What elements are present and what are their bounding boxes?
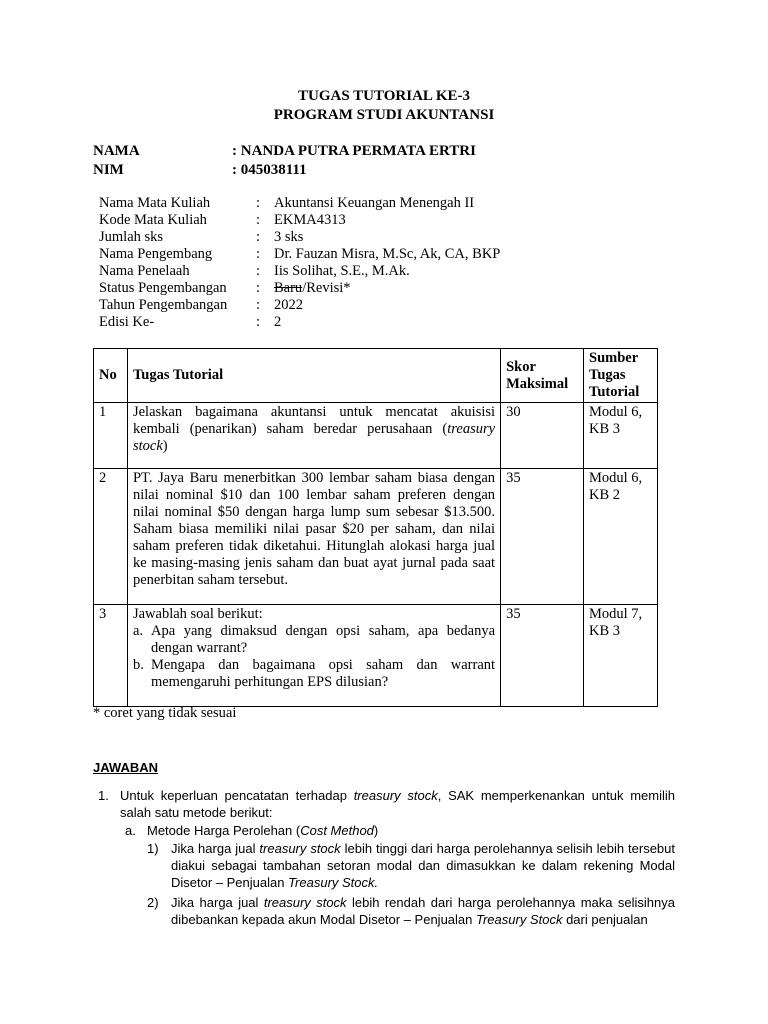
row-source: Modul 6, KB 3 <box>584 403 658 469</box>
list-item <box>132 657 496 691</box>
info-colon: : <box>256 229 261 245</box>
answer-paragraph <box>120 787 675 821</box>
status-value: /Revisi* <box>302 280 351 296</box>
answer-italic-term: Cost Method <box>300 823 374 838</box>
answer-italic-term: Treasury Stock <box>476 912 563 927</box>
info-colon: : <box>256 195 261 211</box>
info-colon: : <box>256 297 261 313</box>
info-value: 2022 <box>274 297 303 313</box>
answer-italic-term: treasury stock <box>353 788 438 803</box>
row-task <box>127 605 500 707</box>
header-task: Tugas Tutorial <box>127 349 500 403</box>
list-marker: b. <box>132 657 144 673</box>
table-row <box>94 605 658 707</box>
document-title: TUGAS TUTORIAL KE-3 <box>298 88 470 104</box>
list-marker: a. <box>132 623 144 639</box>
answer-marker: 2) <box>147 895 159 910</box>
info-label: Jumlah sks <box>99 229 164 245</box>
table-row <box>94 403 658 469</box>
row-score: 35 <box>501 469 584 605</box>
answer-text: Untuk keperluan pencatatan terhadap <box>120 788 354 803</box>
info-label: Status Pengembangan <box>99 280 227 296</box>
document-subtitle: PROGRAM STUDI AKUNTANSI <box>273 107 495 123</box>
info-colon: : <box>256 212 261 228</box>
info-label: Nama Mata Kuliah <box>99 195 211 211</box>
answer-italic-term: treasury stock <box>263 895 347 910</box>
answer-marker: 1. <box>98 788 109 803</box>
answer-text: lebih tinggi dari harga perolehannya selisih lebih tersebut diakui sebagai tambahan setoran modal dan dimasukkan ke dalam rekening Modal Disetor – Penjualan <box>171 841 675 890</box>
answer-paragraph <box>171 894 675 928</box>
answer-text: lebih rendah dari harga perolehannya maka selisihnya dibebankan kepada akun Modal Disetor – Penjualan <box>171 895 675 927</box>
task-text: ) <box>162 438 168 454</box>
info-colon: : <box>256 246 261 262</box>
nim-label: NIM <box>93 162 124 178</box>
row-score: 30 <box>501 403 584 469</box>
struck-status: Baru <box>274 280 303 296</box>
name-value: : NANDA PUTRA PERMATA ERTRI <box>232 143 476 159</box>
info-label: Nama Penelaah <box>99 263 190 279</box>
row-task: PT. Jaya Baru menerbitkan 300 lembar saham biasa dengan nilai nominal $10 dan 100 lembar saham preferen dengan nilai nominal $50 dengan harga lump sum sebesar $13.500. Saham biasa memiliki nilai pasar $20 per saham, dan nilai saham preferen tidak diketahui. Hitunglah alokasi harga jual ke masing-masing jenis saham dan buat ayat jurnal pada saat penerbitan saham tersebut. <box>127 469 500 605</box>
answer-text: ) <box>373 823 379 838</box>
task-text: Jawablah soal berikut: <box>132 606 263 622</box>
table-header-row <box>94 349 658 403</box>
footnote: * coret yang tidak sesuai <box>93 705 237 721</box>
info-label: Nama Pengembang <box>99 246 213 262</box>
answer-text: dari penjualan <box>562 912 648 927</box>
info-value <box>274 280 351 297</box>
list-text: Apa yang dimaksud dengan opsi saham, apa bedanya dengan warrant? <box>150 623 496 656</box>
info-colon: : <box>256 280 261 296</box>
info-value: Akuntansi Keuangan Menengah II <box>274 195 475 211</box>
info-colon: : <box>256 263 261 279</box>
row-no: 2 <box>94 469 128 605</box>
info-value: Dr. Fauzan Misra, M.Sc, Ak, CA, BKP <box>274 246 501 262</box>
row-no: 1 <box>94 403 128 469</box>
task-text: Jelaskan bagaimana akuntansi untuk mencatat akuisisi kembali (penarikan) saham beredar perusahaan ( <box>132 404 496 437</box>
answer-paragraph <box>171 840 675 891</box>
row-source: Modul 6, KB 2 <box>584 469 658 605</box>
answer-text: Jika harga jual <box>171 841 260 856</box>
list-item <box>132 623 496 657</box>
answer-italic-term: treasury stock <box>259 841 341 856</box>
answer-text: , SAK memperkenankan untuk memilih salah satu metode berikut: <box>120 788 675 820</box>
row-source: Modul 7, KB 3 <box>584 605 658 707</box>
answer-marker: 1) <box>147 841 159 856</box>
list-text: Mengapa dan bagaimana opsi saham dan warrant memengaruhi perhitungan EPS dilusian? <box>150 657 496 690</box>
row-score: 35 <box>501 605 584 707</box>
info-value: 3 sks <box>274 229 304 245</box>
header-score: Skor Maksimal <box>501 349 584 403</box>
answer-italic-term: Treasury Stock. <box>288 875 379 890</box>
info-colon: : <box>256 314 261 330</box>
answer-marker: a. <box>125 823 136 838</box>
task-table <box>93 348 658 707</box>
info-value: Iis Solihat, S.E., M.Ak. <box>274 263 410 279</box>
info-value: EKMA4313 <box>274 212 346 228</box>
table-row <box>94 469 658 605</box>
row-task <box>127 403 500 469</box>
info-value: 2 <box>274 314 282 330</box>
nim-value: : 045038111 <box>232 162 307 178</box>
answer-text: Metode Harga Perolehan ( <box>147 823 301 838</box>
sub-question-list <box>133 623 495 691</box>
header-source: Sumber Tugas Tutorial <box>584 349 658 403</box>
info-label: Kode Mata Kuliah <box>99 212 207 228</box>
row-no: 3 <box>94 605 128 707</box>
answer-heading: JAWABAN <box>93 760 159 775</box>
header-no: No <box>94 349 128 403</box>
name-label: NAMA <box>93 143 140 159</box>
info-label: Edisi Ke- <box>99 314 155 330</box>
info-label: Tahun Pengembangan <box>99 297 228 313</box>
answer-paragraph <box>147 822 675 839</box>
task-italic-term: treasury stock <box>132 421 496 454</box>
answer-text: Jika harga jual <box>171 895 264 910</box>
